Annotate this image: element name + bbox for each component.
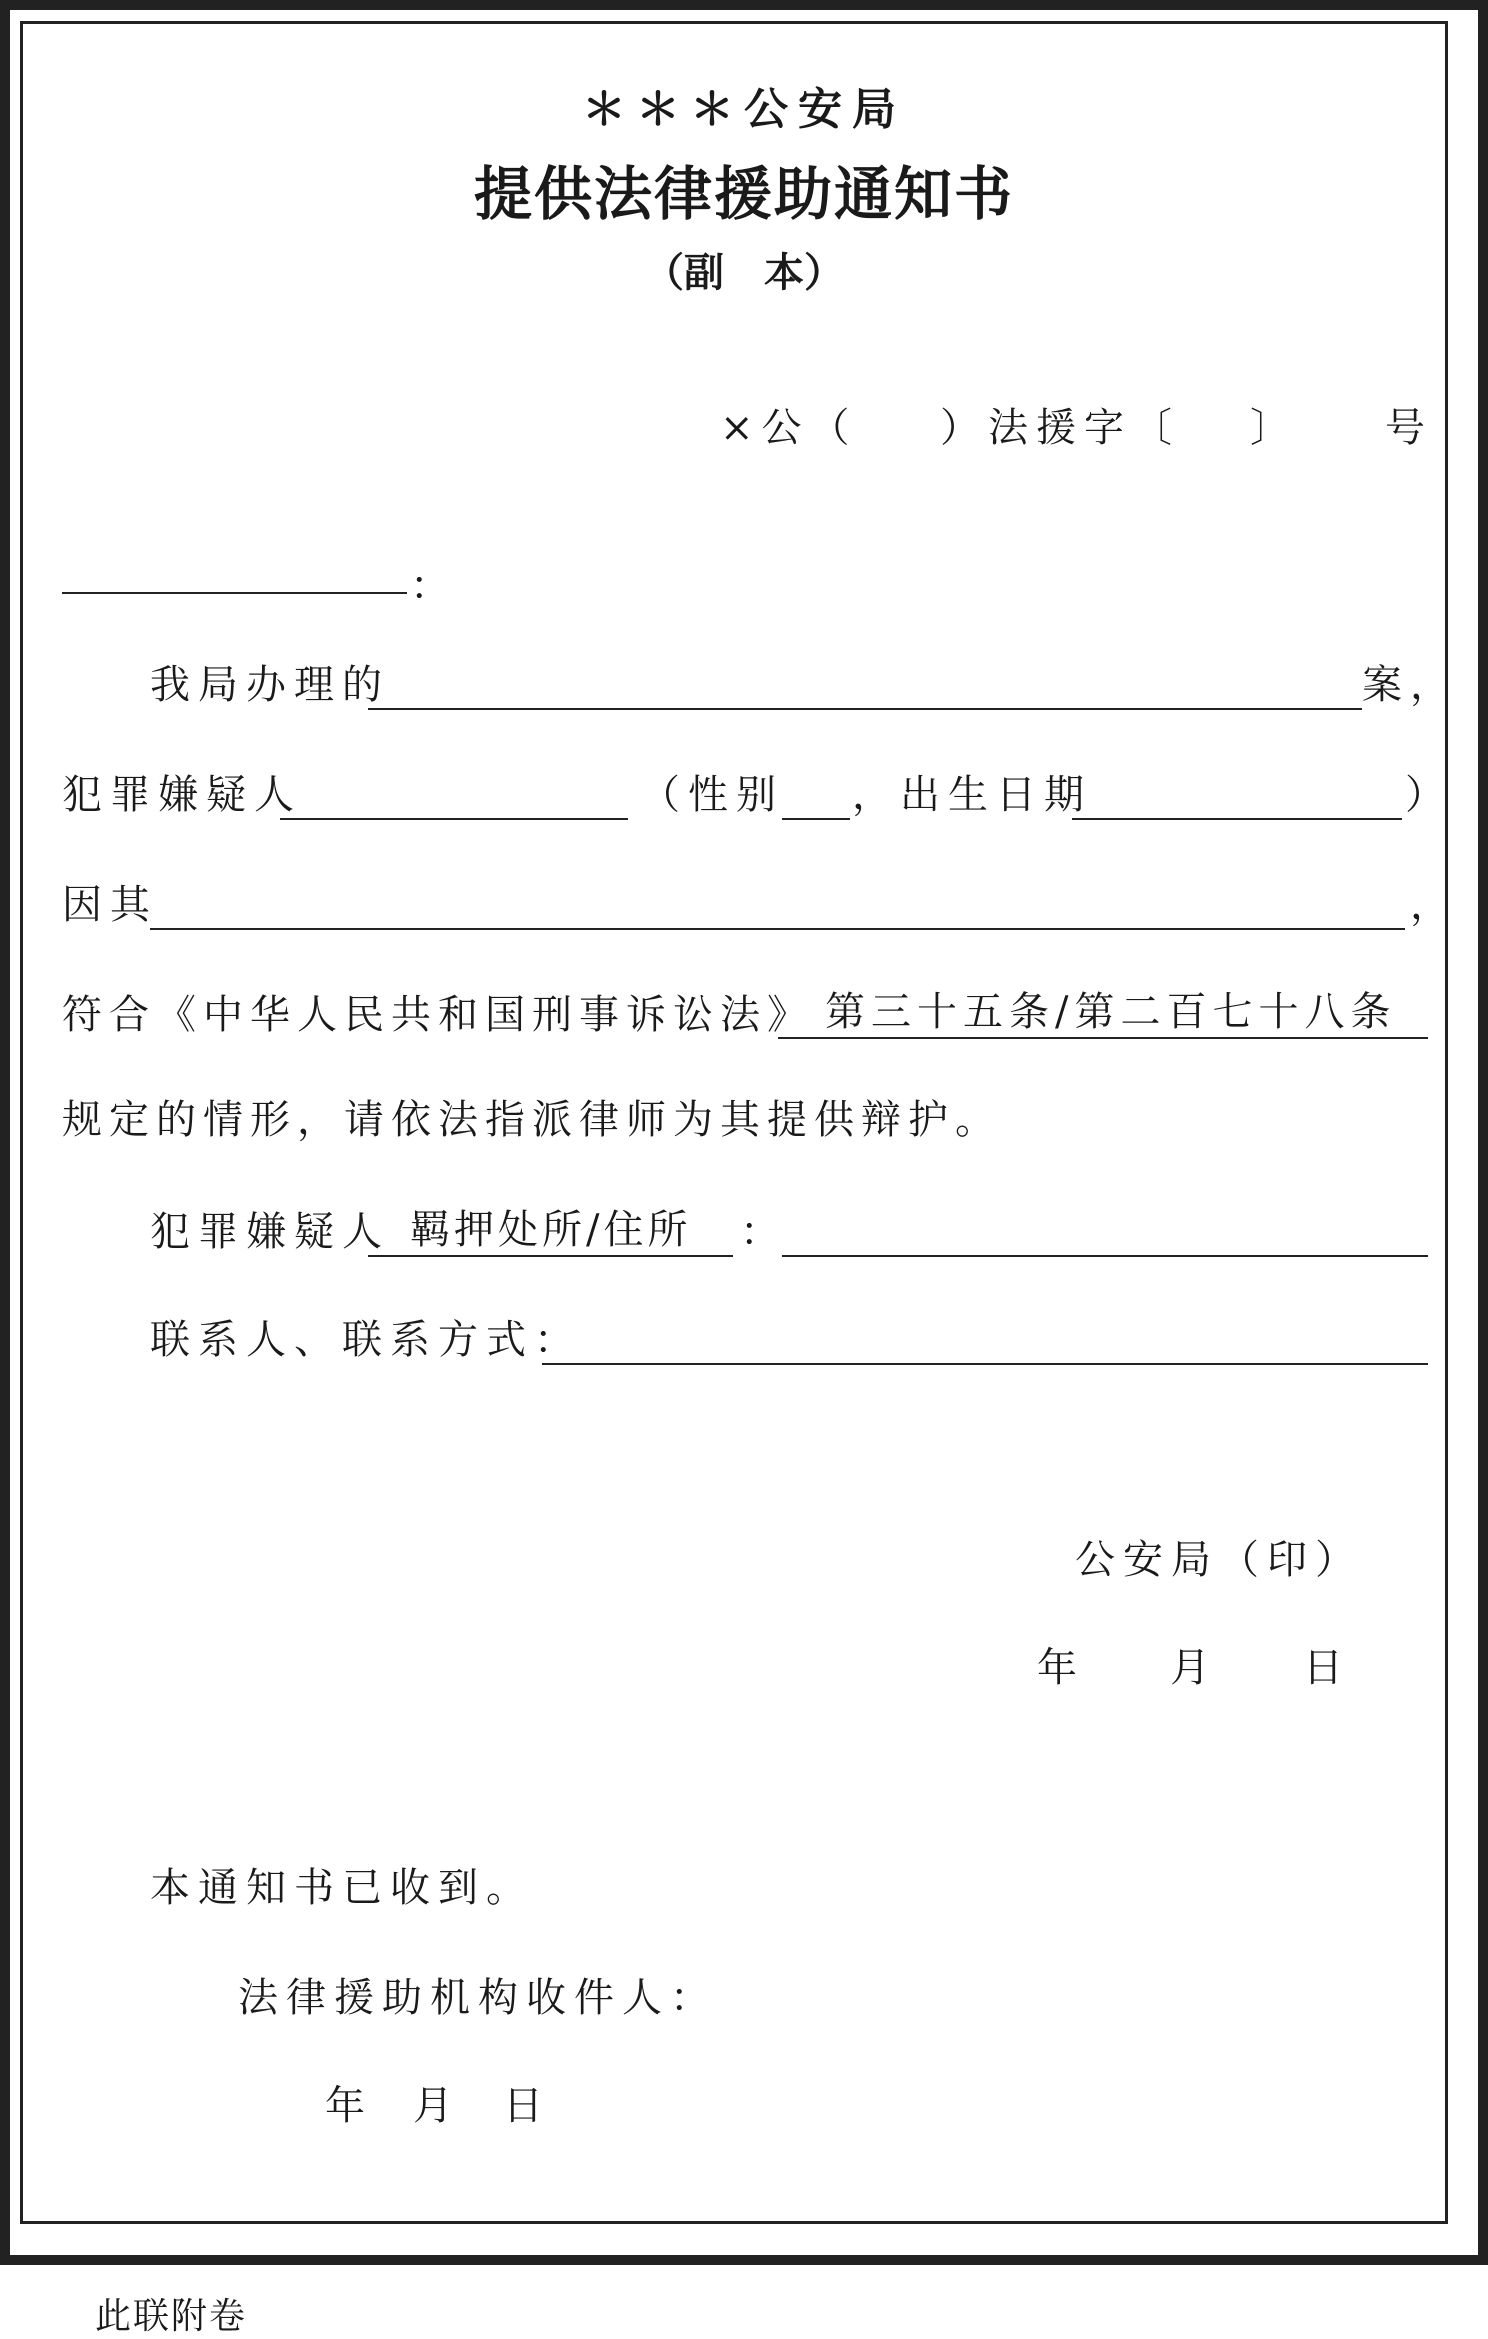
detention-colon: ：: [740, 1209, 788, 1255]
seal-label: 公安局（印）: [1075, 1537, 1363, 1583]
detention-address-field[interactable]: [782, 1255, 1428, 1257]
receipt-day: 日: [503, 2083, 551, 2129]
birth-date-field[interactable]: [1072, 818, 1402, 820]
birth-label: ，出生日期: [852, 772, 1092, 818]
law-text: 符合《中华人民共和国刑事诉讼法》: [62, 992, 814, 1038]
footer-note: 此联附卷: [95, 2296, 248, 2337]
suspect-label: 犯罪嫌疑人: [62, 772, 302, 818]
reason-label: 因其: [62, 882, 158, 928]
contact-field[interactable]: [542, 1363, 1428, 1365]
receipt-received: 本通知书已收到。: [150, 1865, 534, 1911]
agency-name: ＊＊＊公安局: [582, 84, 906, 135]
reason-comma: ，: [1410, 882, 1458, 928]
addressee-field[interactable]: [62, 592, 407, 594]
gender-label: （性别: [640, 772, 784, 818]
doc-number-middle: ）法援字〔: [940, 405, 1180, 451]
case-name-field[interactable]: [368, 708, 1362, 710]
detention-label: 犯罪嫌疑人: [150, 1209, 390, 1255]
case-prefix: 我局办理的: [150, 662, 390, 708]
law-articles: 第三十五条/第二百七十八条: [825, 989, 1397, 1035]
doc-number-close-bracket: 〕: [1250, 405, 1298, 451]
suspect-name-field[interactable]: [280, 818, 628, 820]
case-suffix: 案，: [1362, 662, 1458, 708]
recipient-label: 法律援助机构收件人：: [238, 1975, 718, 2021]
receipt-month: 月: [413, 2083, 461, 2129]
close-paren: ）: [1405, 772, 1453, 818]
detention-fill: 羁押处所/住所: [410, 1207, 692, 1253]
law-articles-line: [778, 1037, 1428, 1039]
detention-fill-line: [368, 1255, 733, 1257]
gender-field[interactable]: [782, 818, 850, 820]
copy-label: （副 本）: [644, 249, 844, 296]
doc-number-prefix: ×公（: [720, 405, 858, 451]
receipt-year: 年: [325, 2083, 373, 2129]
seal-day: 日: [1303, 1645, 1351, 1691]
addressee-colon: ：: [410, 563, 458, 609]
seal-month: 月: [1170, 1645, 1218, 1691]
document-title: 提供法律援助通知书: [473, 160, 1014, 228]
contact-label: 联系人、联系方式：: [150, 1317, 582, 1363]
seal-year: 年: [1037, 1645, 1085, 1691]
doc-number-suffix: 号: [1385, 405, 1433, 451]
provision-text: 规定的情形，请依法指派律师为其提供辩护。: [62, 1097, 1002, 1143]
reason-field[interactable]: [150, 928, 1405, 930]
